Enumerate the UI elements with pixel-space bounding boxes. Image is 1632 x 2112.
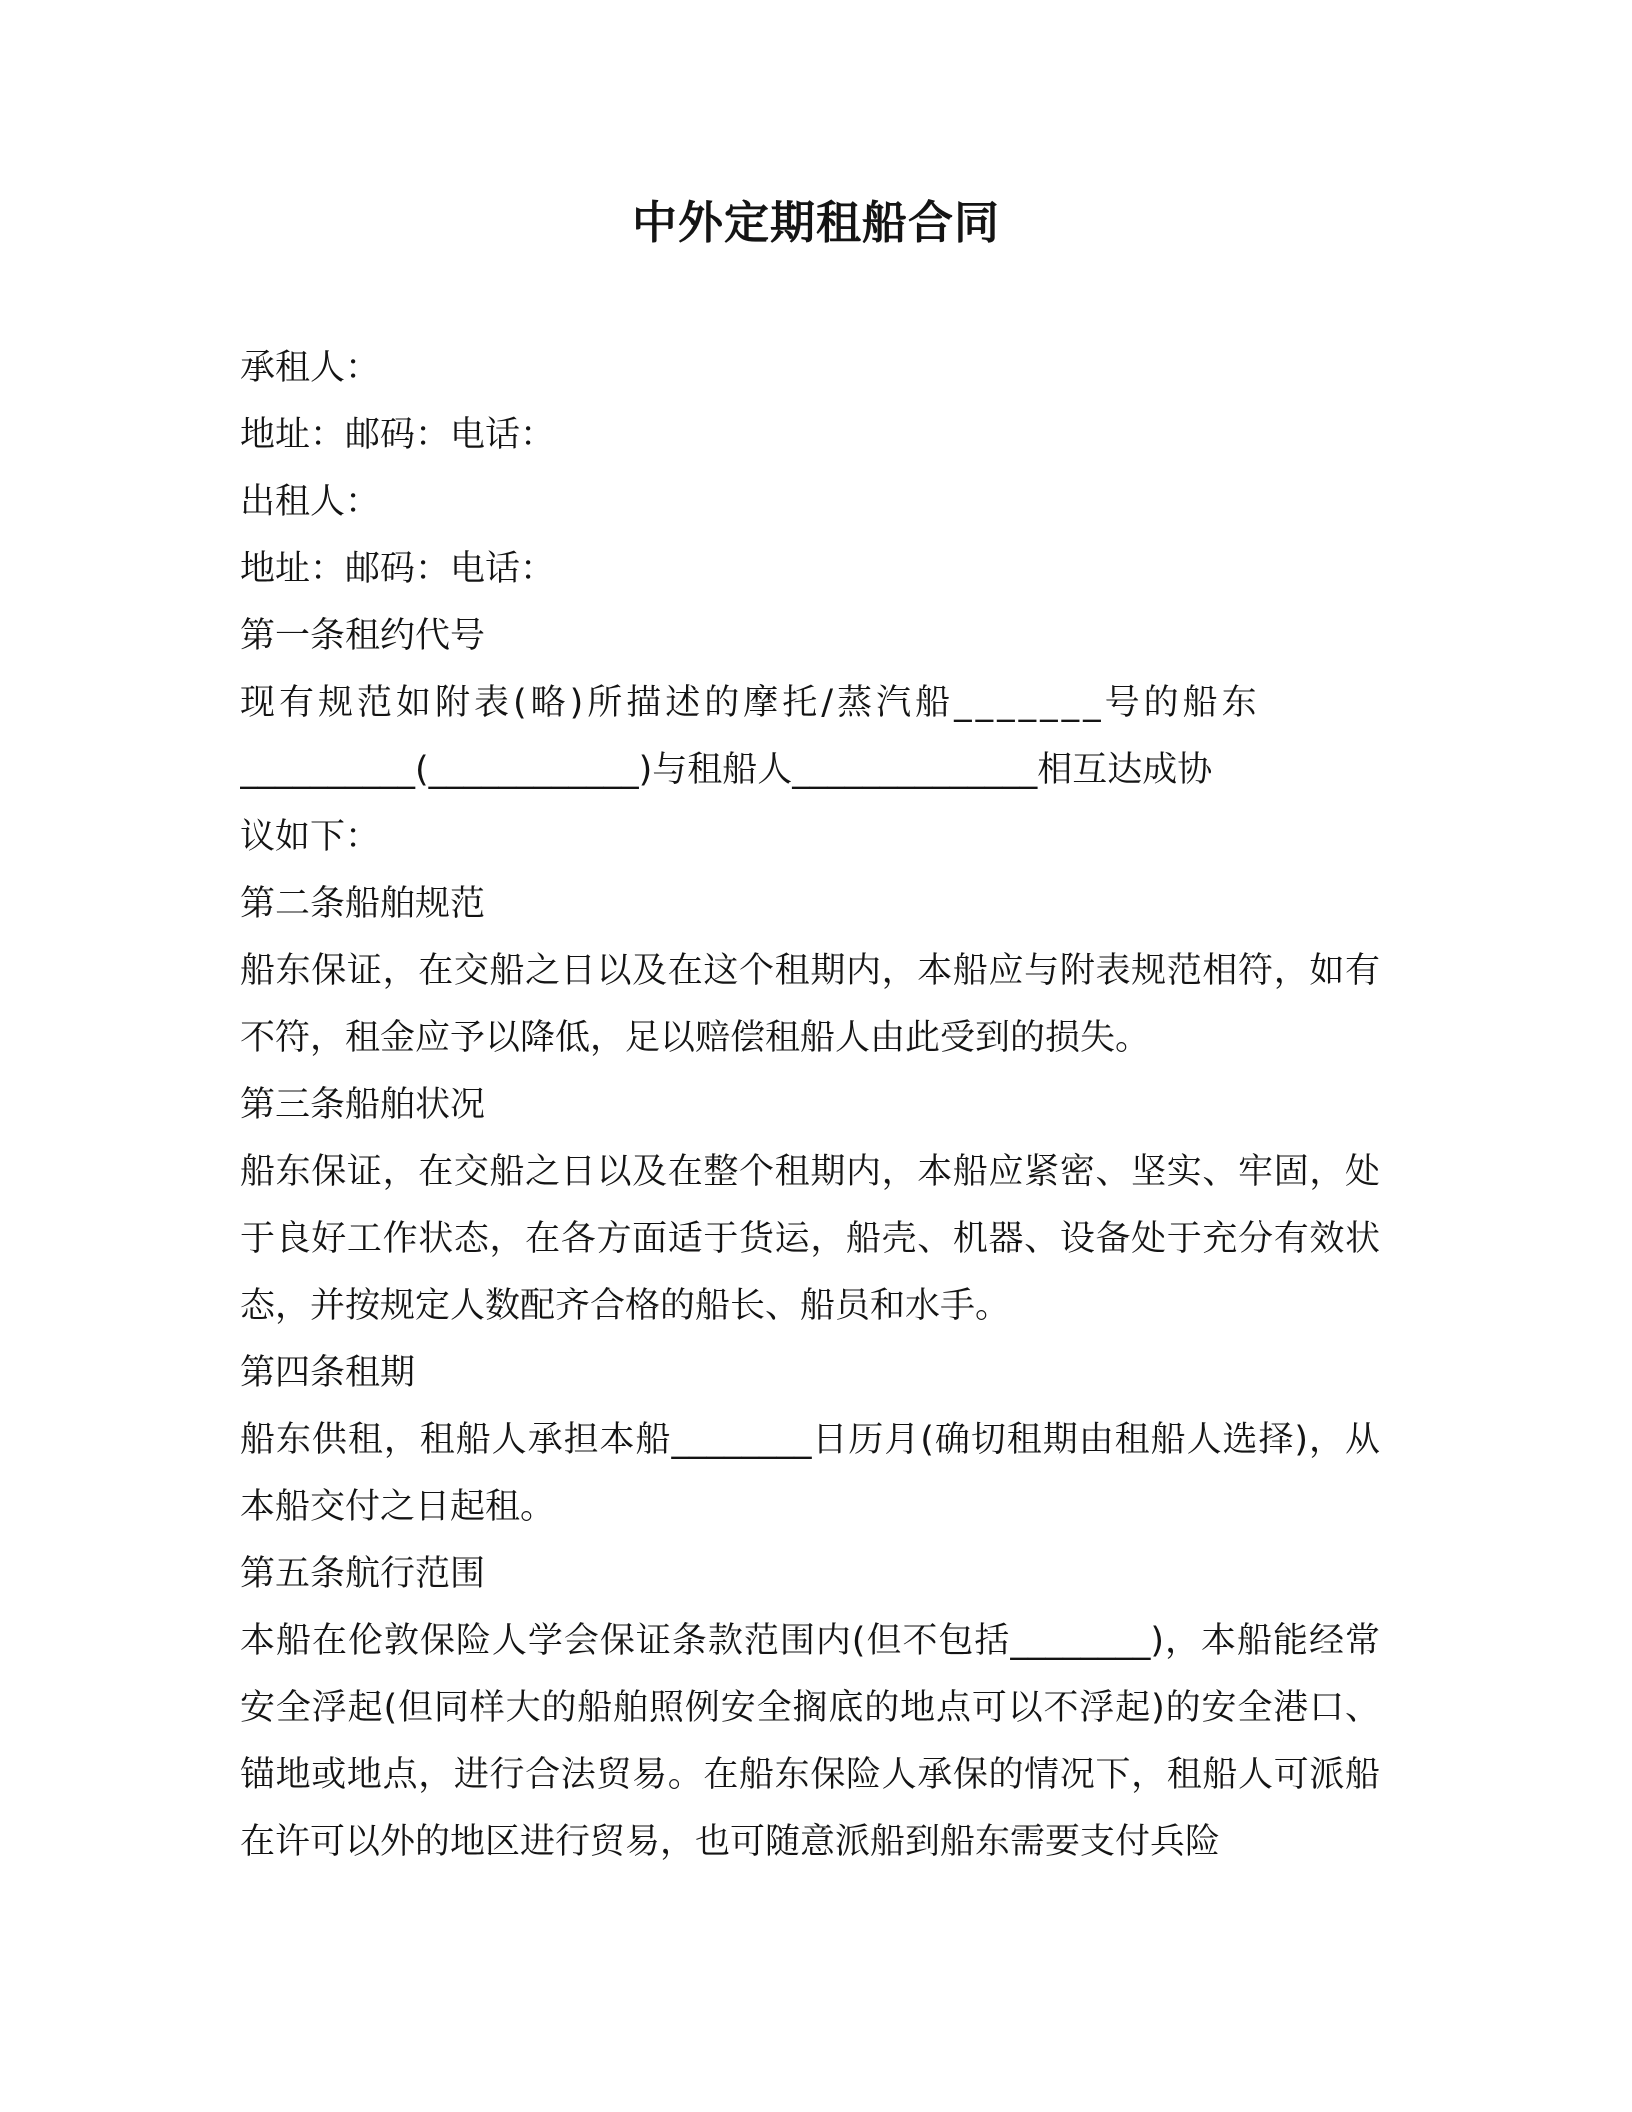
clause-1-text-line-3: 议如下： bbox=[240, 817, 381, 857]
document-body bbox=[240, 335, 1380, 1876]
clause-1-text-line-2: __________(____________)与租船人______________相互达成协 bbox=[240, 750, 1213, 790]
document-title: 中外定期租船合同 bbox=[631, 196, 1000, 249]
clause-3-text: 船东保证，在交船之日以及在整个租期内，本船应紧密、坚实、牢固，处于良好工作状态，在各方面适于货运，船壳、机器、设备处于充分有效状态，并按规定人数配齐合格的船长、船员和水手。 bbox=[240, 1152, 1380, 1326]
lessee-line: 承租人： bbox=[240, 348, 381, 388]
clause-4-text: 船东供租，租船人承担本船________日历月(确切租期由租船人选择)，从本船交付之日起租。 bbox=[240, 1420, 1380, 1527]
clause-2-heading: 第二条船舶规范 bbox=[240, 884, 486, 924]
clause-1-heading: 第一条租约代号 bbox=[240, 616, 486, 656]
clause-3-heading: 第三条船舶状况 bbox=[240, 1085, 486, 1125]
clause-5-text: 本船在伦敦保险人学会保证条款范围内(但不包括________)，本船能经常安全浮起(但同样大的船舶照例安全搁底的地点可以不浮起)的安全港口、锚地或地点，进行合法贸易。在船东保险人承保的情况下，租船人可派船在许可以外的地区进行贸易，也可随意派船到船东需要支付兵险 bbox=[240, 1621, 1380, 1862]
clause-5-heading: 第五条航行范围 bbox=[240, 1554, 486, 1594]
lessor-line: 出租人： bbox=[240, 482, 381, 522]
clause-2-text: 船东保证，在交船之日以及在这个租期内，本船应与附表规范相符，如有不符，租金应予以降低，足以赔偿租船人由此受到的损失。 bbox=[240, 951, 1380, 1058]
lessee-address-line: 地址：邮码：电话： bbox=[240, 415, 556, 455]
lessor-address-line: 地址：邮码：电话： bbox=[240, 549, 556, 589]
clause-4-heading: 第四条租期 bbox=[240, 1353, 416, 1393]
clause-1-text-line-1: 现有规范如附表(略)所描述的摩托/蒸汽船_______号的船东 bbox=[240, 683, 1261, 723]
